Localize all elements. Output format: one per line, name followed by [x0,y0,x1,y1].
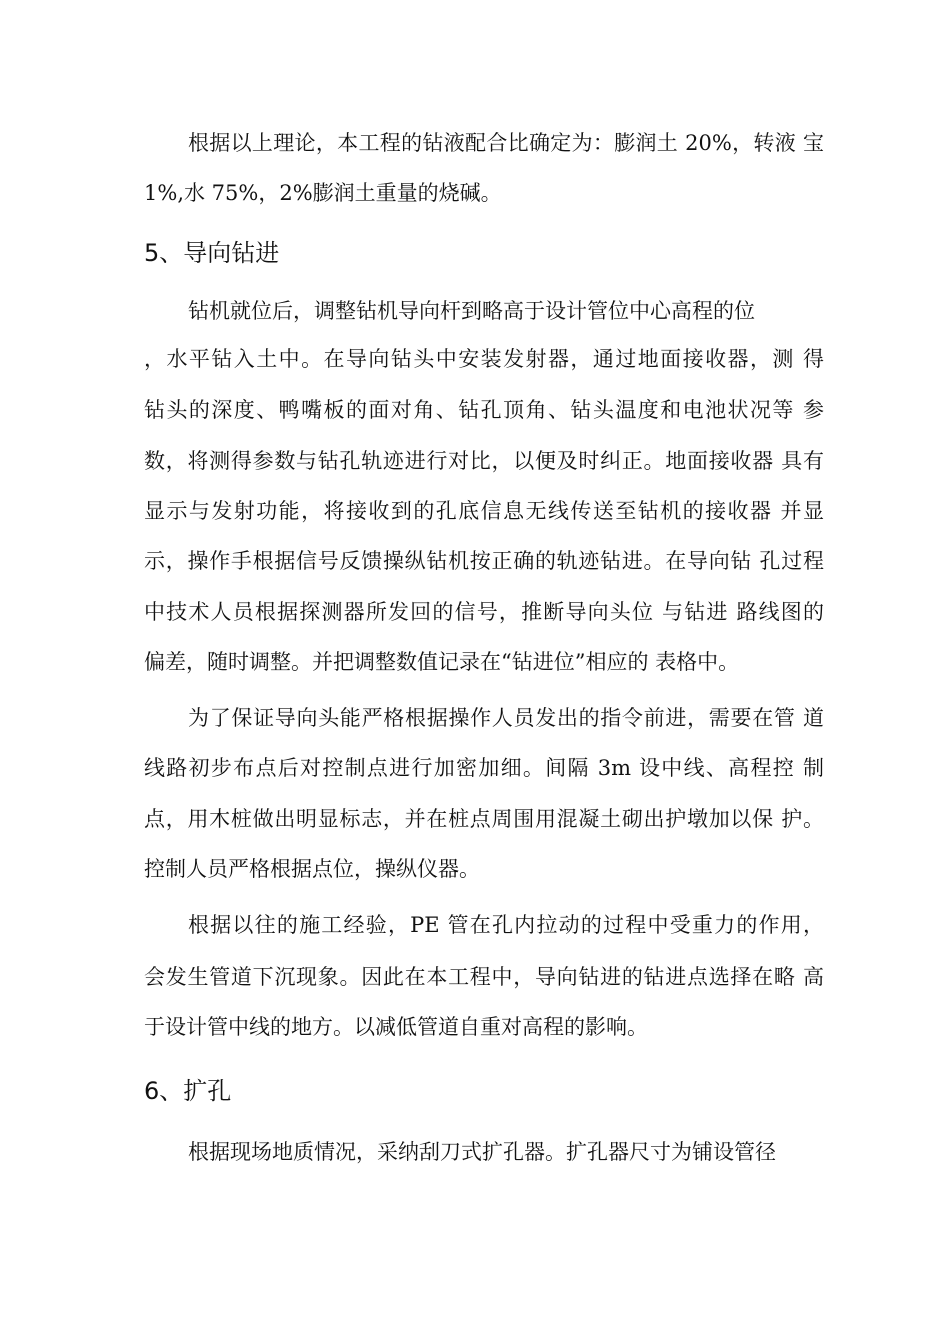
paragraph-3-line-3: 点，用木桩做出明显标志，并在桩点周围用混凝土砌出护墩加以保 护。 [144,807,824,831]
paragraph-3-line-4: 控制人员严格根据点位，操纵仪器。 [144,857,480,881]
paragraph-3-line-2: 线路初步布点后对控制点进行加密加细。间隔 3m 设中线、高程控 制 [144,756,824,780]
paragraph-2-line-4: 数，将测得参数与钻孔轨迹进行对比，以便及时纠正。地面接收器 具有 [144,449,824,473]
section-heading-5: 5、导向钻进 [144,239,280,267]
paragraph-2-line-3: 钻头的深度、鸭嘴板的面对角、钻孔顶角、钻头温度和电池状况等 参 [144,398,824,422]
paragraph-2-line-5: 显示与发射功能，将接收到的孔底信息无线传送至钻机的接收器 并显 [144,499,824,523]
paragraph-1-line-1: 根据以上理论，本工程的钻液配合比确定为：膨润土 20%，转液 宝 [188,131,824,155]
paragraph-2-line-1: 钻机就位后，调整钻机导向杆到略高于设计管位中心高程的位 [188,299,755,323]
paragraph-5-line-1: 根据现场地质情况，采纳刮刀式扩孔器。扩孔器尺寸为铺设管径 [188,1140,776,1164]
paragraph-3-line-1: 为了保证导向头能严格根据操作人员发出的指令前进，需要在管 道 [188,706,824,730]
paragraph-4-line-2: 会发生管道下沉现象。因此在本工程中，导向钻进的钻进点选择在略 高 [144,965,824,989]
paragraph-4-line-3: 于设计管中线的地方。以减低管道自重对高程的影响。 [144,1015,648,1039]
paragraph-1-line-2: 1%,水 75%，2%膨润土重量的烧碱。 [144,181,502,205]
paragraph-4-line-1: 根据以往的施工经验，PE 管在孔内拉动的过程中受重力的作用， [188,913,824,937]
paragraph-2-line-2: ，水平钻入土中。在导向钻头中安装发射器，通过地面接收器，测 得 [144,347,824,371]
paragraph-2-line-6: 示，操作手根据信号反馈操纵钻机按正确的轨迹钻进。在导向钻 孔过程 [144,549,824,573]
paragraph-2-line-8: 偏差，随时调整。并把调整数值记录在“钻进位”相应的 表格中。 [144,650,740,674]
section-heading-6: 6、扩孔 [144,1077,232,1105]
paragraph-2-line-7: 中技术人员根据探测器所发回的信号，推断导向头位 与钻进 路线图的 [144,600,824,624]
